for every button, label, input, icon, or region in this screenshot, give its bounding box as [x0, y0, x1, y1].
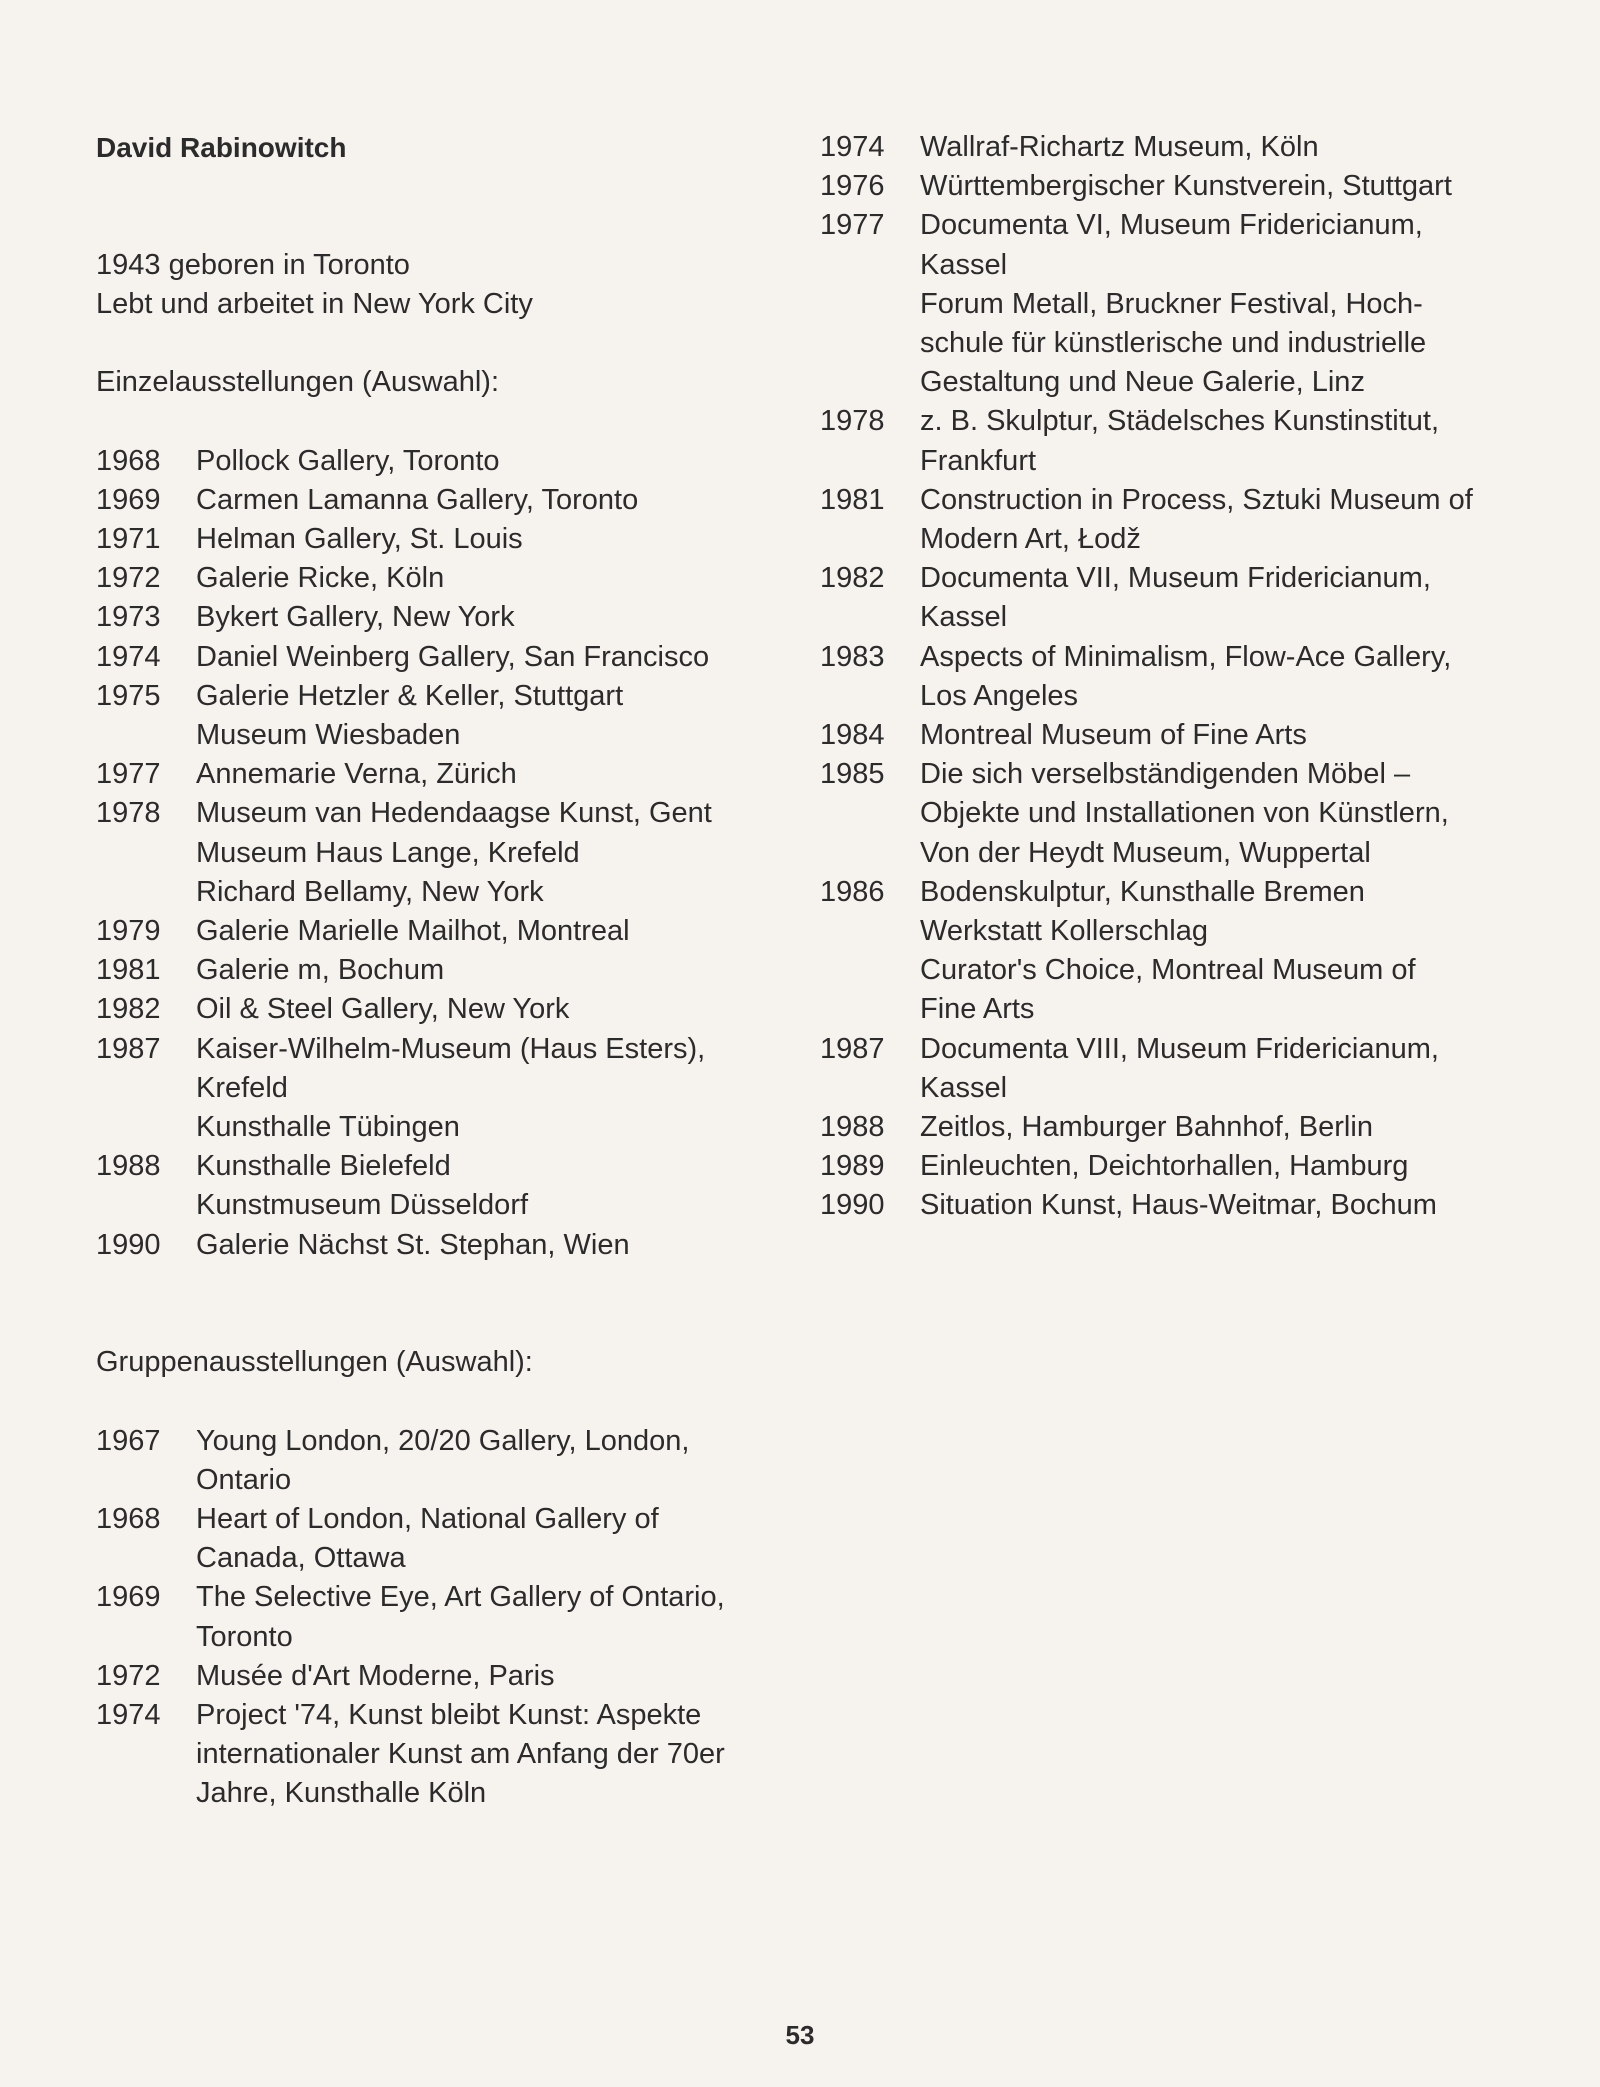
exhibition-year: 1976: [820, 170, 885, 203]
exhibition-year: 1969: [96, 1581, 161, 1614]
exhibition-line: Carmen Lamanna Gallery, Toronto: [196, 483, 639, 516]
exhibition-year: 1978: [96, 797, 161, 830]
exhibition-line: Construction in Process, Sztuki Museum of: [920, 483, 1473, 516]
exhibition-entry: [96, 912, 796, 951]
exhibition-entry: [820, 1030, 1520, 1108]
exhibition-line: The Selective Eye, Art Gallery of Ontario,: [196, 1581, 725, 1614]
exhibition-line: Kunstmuseum Düsseldorf: [196, 1189, 529, 1222]
exhibition-details: [920, 481, 1520, 559]
exhibition-details: [196, 794, 796, 912]
exhibition-line: Young London, 20/20 Gallery, London,: [196, 1424, 690, 1457]
exhibition-entry: [820, 481, 1520, 559]
exhibition-entry: [96, 677, 796, 755]
exhibition-entry: [96, 520, 796, 559]
exhibition-details: [196, 481, 796, 520]
right-column: [820, 128, 1520, 1226]
exhibition-entry: [96, 1422, 796, 1500]
exhibition-details: [920, 1147, 1520, 1186]
exhibition-year: 1974: [820, 131, 885, 163]
exhibition-details: [920, 1108, 1520, 1147]
exhibition-entry: [820, 128, 1520, 167]
exhibition-entry: [96, 481, 796, 520]
exhibition-details: [920, 755, 1520, 873]
exhibition-line: Von der Heydt Museum, Wuppertal: [920, 836, 1371, 869]
exhibition-line: Montreal Museum of Fine Arts: [920, 719, 1307, 752]
exhibition-details: [196, 1500, 796, 1578]
left-column: [96, 128, 796, 1814]
exhibition-entry: [96, 1226, 796, 1265]
exhibition-year: 1981: [820, 483, 885, 516]
exhibition-details: [196, 1147, 796, 1225]
exhibition-line: Annemarie Verna, Zürich: [196, 758, 517, 791]
exhibition-line: Curator's Choice, Montreal Museum of: [920, 954, 1416, 987]
exhibition-year: 1967: [96, 1424, 161, 1457]
exhibition-details: [196, 1578, 796, 1656]
exhibition-line: Kassel: [920, 601, 1008, 634]
exhibition-entry: [96, 559, 796, 598]
exhibition-entry: [96, 1578, 796, 1656]
exhibition-details: [920, 402, 1520, 480]
exhibition-year: 1977: [820, 209, 885, 242]
exhibition-line: Werkstatt Kollerschlag: [920, 915, 1208, 948]
solo-exhibitions-heading: Einzelausstellungen (Auswahl):: [96, 366, 499, 399]
exhibition-line: Kaiser-Wilhelm-Museum (Haus Esters),: [196, 1032, 706, 1065]
exhibition-entry: [96, 755, 796, 794]
exhibition-year: 1972: [96, 562, 161, 595]
exhibition-line: Bykert Gallery, New York: [196, 601, 515, 634]
exhibition-line: Krefeld: [196, 1071, 288, 1104]
exhibition-line: Bodenskulptur, Kunsthalle Bremen: [920, 875, 1365, 908]
exhibition-entry: [96, 951, 796, 990]
solo-exhibitions-list: [96, 442, 796, 1265]
exhibition-details: [920, 167, 1520, 206]
exhibition-line: Documenta VI, Museum Fridericianum,: [920, 209, 1423, 242]
exhibition-entry: [820, 755, 1520, 873]
author-name: David Rabinowitch: [96, 132, 347, 163]
exhibition-year: 1989: [820, 1150, 885, 1183]
exhibition-line: Documenta VII, Museum Fridericianum,: [920, 562, 1431, 595]
exhibition-year: 1982: [96, 993, 161, 1026]
exhibition-line: Canada, Ottawa: [196, 1542, 406, 1575]
exhibition-entry: [820, 1147, 1520, 1186]
exhibition-details: [920, 128, 1520, 167]
exhibition-year: 1974: [96, 1699, 161, 1732]
exhibition-entry: [820, 1108, 1520, 1147]
exhibition-entry: [96, 1500, 796, 1578]
exhibition-entry: [820, 167, 1520, 206]
exhibition-line: Zeitlos, Hamburger Bahnhof, Berlin: [920, 1111, 1373, 1144]
exhibition-details: [196, 951, 796, 990]
exhibition-year: 1981: [96, 954, 161, 987]
exhibition-line: Jahre, Kunsthalle Köln: [196, 1777, 487, 1810]
exhibition-line: Objekte und Installationen von Künstlern,: [920, 797, 1449, 830]
exhibition-line: Fine Arts: [920, 993, 1035, 1026]
exhibition-line: Pollock Gallery, Toronto: [196, 444, 500, 477]
exhibition-line: Kunsthalle Bielefeld: [196, 1150, 451, 1183]
exhibition-line: Museum Wiesbaden: [196, 719, 461, 751]
exhibition-year: 1978: [820, 405, 885, 438]
exhibition-line: Kassel: [920, 1071, 1008, 1104]
exhibition-line: Toronto: [196, 1620, 293, 1653]
exhibition-year: 1990: [820, 1189, 885, 1222]
exhibition-year: 1972: [96, 1659, 161, 1692]
exhibition-line: Die sich verselbständigenden Möbel –: [920, 758, 1411, 791]
exhibition-details: [196, 1226, 796, 1265]
exhibition-line: Aspects of Minimalism, Flow-Ace Gallery,: [920, 640, 1452, 673]
exhibition-line: Gestaltung und Neue Galerie, Linz: [920, 366, 1365, 399]
exhibition-line: Frankfurt: [920, 444, 1037, 477]
exhibition-line: Galerie m, Bochum: [196, 954, 445, 987]
exhibition-details: [920, 716, 1520, 755]
exhibition-line: Oil & Steel Gallery, New York: [196, 993, 570, 1026]
exhibition-year: 1975: [96, 679, 161, 712]
exhibition-line: Heart of London, National Gallery of: [196, 1503, 659, 1536]
exhibition-entry: [96, 1657, 796, 1696]
exhibition-year: 1984: [820, 719, 885, 752]
exhibition-line: schule für künstlerische und industrielle: [920, 327, 1427, 360]
group-exhibitions-heading: Gruppenausstellungen (Auswahl):: [96, 1346, 533, 1379]
group-exhibitions-list: [96, 1422, 796, 1814]
exhibition-details: [196, 1030, 796, 1148]
exhibition-entry: [96, 794, 796, 912]
exhibition-line: Richard Bellamy, New York: [196, 875, 544, 908]
exhibition-line: Forum Metall, Bruckner Festival, Hoch-: [920, 287, 1423, 320]
exhibition-year: 1979: [96, 915, 161, 948]
exhibition-entry: [96, 638, 796, 677]
exhibition-details: [196, 912, 796, 951]
exhibition-year: 1968: [96, 444, 161, 477]
exhibition-entry: [96, 1147, 796, 1225]
exhibition-details: [196, 559, 796, 598]
exhibition-line: internationaler Kunst am Anfang der 70er: [196, 1738, 725, 1771]
exhibition-entry: [96, 1030, 796, 1148]
exhibition-year: 1990: [96, 1228, 161, 1261]
page-number: 53: [785, 2020, 815, 2050]
exhibition-details: [196, 677, 796, 755]
exhibition-entry: [820, 559, 1520, 637]
exhibition-line: Galerie Marielle Mailhot, Montreal: [196, 915, 630, 948]
exhibition-entry: [96, 442, 796, 481]
exhibition-line: Ontario: [196, 1463, 292, 1496]
exhibition-details: [196, 755, 796, 794]
exhibition-details: [196, 442, 796, 481]
exhibition-year: 1985: [820, 758, 885, 791]
exhibition-year: 1971: [96, 522, 161, 555]
exhibition-year: 1983: [820, 640, 885, 673]
exhibition-year: 1988: [96, 1150, 161, 1183]
exhibition-details: [196, 598, 796, 637]
exhibition-line: Kassel: [920, 248, 1008, 281]
exhibition-details: [920, 873, 1520, 1030]
exhibition-line: Galerie Nächst St. Stephan, Wien: [196, 1228, 630, 1261]
exhibition-details: [920, 559, 1520, 637]
exhibition-entry: [96, 990, 796, 1029]
exhibition-details: [920, 1030, 1520, 1108]
exhibition-line: Kunsthalle Tübingen: [196, 1111, 460, 1144]
exhibition-entry: [820, 1186, 1520, 1225]
exhibition-entry: [96, 1696, 796, 1814]
exhibition-year: 1969: [96, 483, 161, 516]
exhibition-year: 1977: [96, 758, 161, 791]
exhibition-line: Project '74, Kunst bleibt Kunst: Aspekte: [196, 1699, 702, 1732]
exhibition-details: [196, 1422, 796, 1500]
exhibition-year: 1973: [96, 601, 161, 634]
exhibition-line: Galerie Hetzler & Keller, Stuttgart: [196, 679, 624, 712]
exhibition-line: Wallraf-Richartz Museum, Köln: [920, 131, 1319, 163]
exhibition-details: [196, 520, 796, 559]
exhibition-details: [920, 206, 1520, 402]
exhibition-details: [196, 1657, 796, 1696]
exhibition-details: [196, 638, 796, 677]
exhibition-year: 1987: [96, 1032, 161, 1065]
exhibition-line: Situation Kunst, Haus-Weitmar, Bochum: [920, 1189, 1437, 1222]
exhibition-line: Einleuchten, Deichtorhallen, Hamburg: [920, 1150, 1409, 1183]
exhibition-details: [196, 990, 796, 1029]
exhibition-entry: [820, 716, 1520, 755]
exhibition-line: Modern Art, Łodž: [920, 523, 1141, 556]
exhibition-line: Documenta VIII, Museum Fridericianum,: [920, 1032, 1439, 1065]
exhibition-year: 1988: [820, 1111, 885, 1144]
exhibition-entry: [820, 638, 1520, 716]
bio-residence: Lebt und arbeitet in New York City: [96, 287, 533, 320]
exhibition-details: [920, 1186, 1520, 1225]
exhibition-year: 1974: [96, 640, 161, 673]
exhibition-line: Württembergischer Kunstverein, Stuttgart: [920, 170, 1452, 203]
exhibition-year: 1982: [820, 562, 885, 595]
exhibition-entry: [96, 598, 796, 637]
exhibition-year: 1986: [820, 875, 885, 908]
group-exhibitions-continued-list: [820, 128, 1520, 1226]
exhibition-entry: [820, 206, 1520, 402]
exhibition-entry: [820, 402, 1520, 480]
exhibition-details: [196, 1696, 796, 1814]
exhibition-line: z. B. Skulptur, Städelsches Kunstinstitut,: [920, 405, 1440, 438]
exhibition-line: Daniel Weinberg Gallery, San Francisco: [196, 640, 710, 673]
exhibition-line: Musée d'Art Moderne, Paris: [196, 1659, 555, 1692]
bio-birth: 1943 geboren in Toronto: [96, 248, 410, 281]
exhibition-line: Galerie Ricke, Köln: [196, 562, 445, 595]
exhibition-year: 1987: [820, 1032, 885, 1065]
exhibition-entry: [820, 873, 1520, 1030]
exhibition-year: 1968: [96, 1503, 161, 1536]
exhibition-details: [920, 638, 1520, 716]
exhibition-line: Museum Haus Lange, Krefeld: [196, 836, 580, 869]
exhibition-line: Helman Gallery, St. Louis: [196, 522, 523, 555]
exhibition-line: Museum van Hedendaagse Kunst, Gent: [196, 797, 712, 830]
exhibition-line: Los Angeles: [920, 679, 1079, 712]
